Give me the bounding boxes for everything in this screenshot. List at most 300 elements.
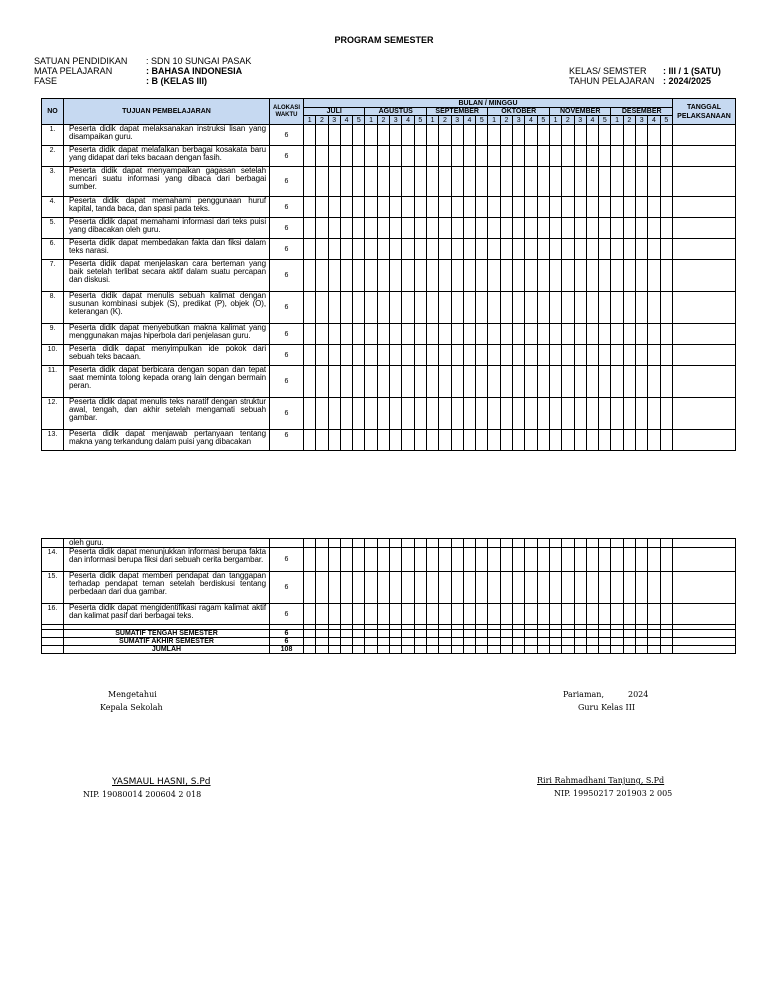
week-cell: [488, 430, 500, 451]
week-cell: [611, 646, 623, 654]
week-cell: [599, 239, 611, 260]
row-alokasi: 6: [270, 197, 304, 218]
week-cell: [513, 366, 525, 398]
week-cell: [636, 345, 648, 366]
week-cell: [488, 630, 500, 638]
tanggal-cell: [673, 260, 736, 292]
week-cell: [574, 167, 586, 197]
week-cell: [402, 125, 414, 146]
week-cell: [340, 345, 352, 366]
week-cell: [316, 146, 328, 167]
row-alokasi: 6: [270, 167, 304, 197]
week-cell: [476, 638, 488, 646]
week-cell: [488, 572, 500, 604]
week-cell: [623, 260, 635, 292]
week-cell: [426, 630, 438, 638]
week-cell: [660, 345, 672, 366]
week-cell: [463, 548, 475, 572]
week-header: 4: [525, 116, 537, 125]
week-cell: [586, 218, 598, 239]
week-cell: [599, 218, 611, 239]
week-cell: [463, 292, 475, 324]
week-cell: [426, 430, 438, 451]
tanggal-cell: [673, 167, 736, 197]
week-cell: [402, 366, 414, 398]
week-cell: [574, 197, 586, 218]
week-cell: [574, 366, 586, 398]
week-cell: [439, 366, 451, 398]
week-cell: [586, 260, 598, 292]
week-cell: [660, 125, 672, 146]
row-alokasi: 6: [270, 572, 304, 604]
week-cell: [636, 239, 648, 260]
week-cell: [377, 146, 389, 167]
week-cell: [353, 345, 365, 366]
tanggal-cell: [673, 125, 736, 146]
week-cell: [304, 398, 316, 430]
week-header: 2: [316, 116, 328, 125]
week-cell: [500, 260, 512, 292]
table-row: [42, 125, 736, 146]
week-cell: [623, 548, 635, 572]
week-cell: [488, 345, 500, 366]
tanggal-cell: [672, 638, 735, 646]
summary-label: SUMATIF TENGAH SEMESTER: [64, 630, 270, 638]
week-cell: [426, 572, 438, 604]
tanggal-cell: [672, 646, 735, 654]
week-cell: [390, 260, 402, 292]
week-cell: [365, 324, 377, 345]
meta-label: FASE: [34, 76, 58, 86]
week-cell: [513, 638, 525, 646]
week-cell: [390, 638, 402, 646]
week-cell: [390, 197, 402, 218]
week-cell: [574, 572, 586, 604]
week-cell: [377, 604, 389, 625]
week-cell: [648, 548, 660, 572]
page-title: PROGRAM SEMESTER: [334, 35, 434, 45]
week-cell: [549, 167, 561, 197]
week-cell: [636, 366, 648, 398]
week-cell: [537, 638, 549, 646]
week-cell: [636, 548, 648, 572]
row-tujuan: Peserta didik dapat menjelaskan cara berteman yang baik setelah terlibat secara aktif dalam suatu percapan dan diskusi.: [64, 260, 270, 292]
tanggal-cell: [672, 630, 735, 638]
week-cell: [390, 345, 402, 366]
week-cell: [304, 292, 316, 324]
week-header: 1: [426, 116, 438, 125]
week-cell: [537, 260, 549, 292]
week-cell: [648, 292, 660, 324]
week-cell: [451, 146, 463, 167]
week-cell: [549, 146, 561, 167]
row-tujuan: Peserta didik dapat melafalkan berbagai kosakata baru yang didapat dari teks bacaan dengan fasih.: [64, 146, 270, 167]
week-cell: [636, 146, 648, 167]
week-cell: [463, 167, 475, 197]
week-header: 1: [611, 116, 623, 125]
week-cell: [648, 398, 660, 430]
week-cell: [636, 218, 648, 239]
week-cell: [599, 167, 611, 197]
week-cell: [636, 324, 648, 345]
week-cell: [365, 539, 377, 548]
week-cell: [328, 548, 340, 572]
meta-right: [569, 66, 721, 86]
week-cell: [463, 638, 475, 646]
week-cell: [562, 239, 574, 260]
week-cell: [316, 646, 328, 654]
week-cell: [414, 638, 426, 646]
table-row: [42, 398, 736, 430]
week-header: 4: [648, 116, 660, 125]
row-alokasi: 6: [270, 548, 304, 572]
week-cell: [414, 260, 426, 292]
week-cell: [304, 548, 316, 572]
week-cell: [451, 539, 463, 548]
week-cell: [365, 638, 377, 646]
week-header: 2: [439, 116, 451, 125]
week-cell: [586, 604, 598, 625]
week-cell: [562, 218, 574, 239]
week-cell: [365, 398, 377, 430]
week-cell: [648, 366, 660, 398]
week-cell: [500, 197, 512, 218]
week-cell: [439, 572, 451, 604]
week-cell: [586, 572, 598, 604]
week-cell: [439, 604, 451, 625]
week-cell: [402, 548, 414, 572]
week-cell: [377, 398, 389, 430]
row-number: 14.: [42, 548, 64, 572]
signature-left-name: YASMAUL HASNI, S.Pd: [112, 777, 211, 787]
week-cell: [537, 539, 549, 548]
week-cell: [304, 572, 316, 604]
week-cell: [451, 218, 463, 239]
week-cell: [636, 125, 648, 146]
row-alokasi: 6: [270, 239, 304, 260]
week-cell: [463, 630, 475, 638]
week-cell: [476, 366, 488, 398]
week-cell: [390, 630, 402, 638]
week-cell: [439, 197, 451, 218]
tanggal-cell: [673, 292, 736, 324]
week-cell: [353, 539, 365, 548]
week-cell: [660, 430, 672, 451]
week-cell: [463, 260, 475, 292]
tanggal-cell: [672, 604, 735, 625]
week-cell: [599, 398, 611, 430]
week-cell: [599, 646, 611, 654]
row-tujuan: Peserta didik dapat melaksanakan instruksi lisan yang disampaikan guru.: [64, 125, 270, 146]
week-cell: [574, 260, 586, 292]
week-cell: [316, 239, 328, 260]
week-cell: [500, 638, 512, 646]
week-cell: [414, 604, 426, 625]
week-cell: [525, 345, 537, 366]
week-cell: [488, 324, 500, 345]
week-cell: [525, 638, 537, 646]
week-cell: [304, 345, 316, 366]
week-cell: [648, 646, 660, 654]
week-cell: [402, 604, 414, 625]
week-cell: [525, 630, 537, 638]
week-cell: [439, 125, 451, 146]
week-cell: [476, 260, 488, 292]
week-cell: [574, 430, 586, 451]
week-cell: [611, 146, 623, 167]
week-cell: [463, 572, 475, 604]
week-cell: [402, 430, 414, 451]
week-cell: [377, 430, 389, 451]
row-tujuan: Peserta didik dapat menjawab pertanyaan tentang makna yang terkandung dalam puisi yang dibacakan: [64, 430, 270, 451]
week-cell: [476, 398, 488, 430]
week-cell: [377, 167, 389, 197]
week-cell: [304, 646, 316, 654]
week-cell: [414, 366, 426, 398]
week-cell: [513, 260, 525, 292]
week-cell: [414, 430, 426, 451]
week-cell: [623, 572, 635, 604]
week-cell: [377, 125, 389, 146]
week-cell: [316, 260, 328, 292]
week-cell: [513, 345, 525, 366]
week-cell: [611, 292, 623, 324]
row-number: 5.: [42, 218, 64, 239]
week-cell: [304, 146, 316, 167]
week-header: 2: [377, 116, 389, 125]
week-cell: [365, 260, 377, 292]
week-cell: [451, 430, 463, 451]
week-cell: [426, 398, 438, 430]
week-cell: [414, 548, 426, 572]
week-cell: [500, 167, 512, 197]
week-cell: [648, 430, 660, 451]
week-cell: [488, 646, 500, 654]
week-cell: [611, 167, 623, 197]
week-cell: [377, 260, 389, 292]
week-cell: [463, 398, 475, 430]
week-cell: [476, 630, 488, 638]
week-cell: [439, 646, 451, 654]
week-cell: [390, 324, 402, 345]
week-cell: [574, 125, 586, 146]
week-cell: [365, 366, 377, 398]
week-cell: [525, 366, 537, 398]
week-cell: [365, 167, 377, 197]
week-cell: [537, 604, 549, 625]
week-cell: [365, 239, 377, 260]
week-cell: [476, 239, 488, 260]
tanggal-cell: [673, 366, 736, 398]
week-cell: [304, 167, 316, 197]
week-cell: [390, 604, 402, 625]
week-cell: [636, 430, 648, 451]
week-cell: [476, 430, 488, 451]
month-header: DESEMBER: [611, 108, 673, 116]
week-cell: [439, 146, 451, 167]
week-cell: [353, 125, 365, 146]
week-cell: [623, 646, 635, 654]
week-header: 5: [599, 116, 611, 125]
week-cell: [660, 146, 672, 167]
week-cell: [377, 366, 389, 398]
week-cell: [365, 572, 377, 604]
week-cell: [414, 218, 426, 239]
row-number: 11.: [42, 366, 64, 398]
week-cell: [488, 218, 500, 239]
week-cell: [353, 572, 365, 604]
week-header: 5: [660, 116, 672, 125]
week-header: 1: [365, 116, 377, 125]
week-cell: [365, 218, 377, 239]
meta-value: : 2024/2025: [663, 76, 712, 86]
week-cell: [451, 260, 463, 292]
week-cell: [426, 167, 438, 197]
table-row: [42, 146, 736, 167]
week-cell: [562, 646, 574, 654]
week-cell: [353, 630, 365, 638]
week-cell: [328, 239, 340, 260]
week-cell: [365, 125, 377, 146]
row-tujuan-continued: oleh guru.: [64, 539, 270, 548]
week-cell: [451, 572, 463, 604]
week-cell: [660, 646, 672, 654]
week-cell: [623, 430, 635, 451]
row-number: 3.: [42, 167, 64, 197]
week-cell: [549, 539, 561, 548]
week-cell: [304, 630, 316, 638]
week-cell: [476, 167, 488, 197]
week-cell: [500, 646, 512, 654]
week-cell: [500, 630, 512, 638]
week-cell: [451, 324, 463, 345]
week-cell: [304, 324, 316, 345]
week-cell: [623, 638, 635, 646]
week-cell: [451, 548, 463, 572]
week-cell: [328, 324, 340, 345]
week-cell: [476, 324, 488, 345]
week-cell: [451, 646, 463, 654]
week-cell: [500, 430, 512, 451]
week-cell: [426, 260, 438, 292]
week-cell: [353, 324, 365, 345]
week-cell: [513, 604, 525, 625]
week-cell: [426, 366, 438, 398]
week-cell: [574, 146, 586, 167]
week-cell: [451, 630, 463, 638]
week-cell: [586, 197, 598, 218]
row-tujuan: Peserta didik dapat menulis sebuah kalimat dengan susunan kombinasi subjek (S), predikat (P), objek (O), keterangan (K).: [64, 292, 270, 324]
week-cell: [500, 548, 512, 572]
week-cell: [648, 604, 660, 625]
week-cell: [328, 638, 340, 646]
week-cell: [414, 572, 426, 604]
week-cell: [537, 167, 549, 197]
week-cell: [586, 539, 598, 548]
row-tujuan: Peserta didik dapat menyimpulkan ide pokok dari sebuah teks bacaan.: [64, 345, 270, 366]
week-cell: [316, 548, 328, 572]
header-no: NO: [42, 99, 64, 125]
week-cell: [414, 292, 426, 324]
week-cell: [426, 197, 438, 218]
week-cell: [562, 260, 574, 292]
month-header: AGUSTUS: [365, 108, 426, 116]
week-cell: [623, 539, 635, 548]
week-cell: [304, 638, 316, 646]
tanggal-cell: [673, 197, 736, 218]
week-cell: [328, 345, 340, 366]
row-tujuan: Peserta didik dapat memahami penggunaan huruf kapital, tanda baca, dan spasi pada teks.: [64, 197, 270, 218]
tanggal-cell: [673, 239, 736, 260]
week-cell: [353, 430, 365, 451]
signature-right-nip: NIP. 19950217 201903 2 005: [554, 789, 673, 798]
week-cell: [648, 324, 660, 345]
week-cell: [402, 146, 414, 167]
week-cell: [562, 630, 574, 638]
week-cell: [476, 197, 488, 218]
week-cell: [463, 430, 475, 451]
week-cell: [525, 548, 537, 572]
row-number: 4.: [42, 197, 64, 218]
row-number: 2.: [42, 146, 64, 167]
week-cell: [488, 604, 500, 625]
week-cell: [513, 630, 525, 638]
week-cell: [390, 366, 402, 398]
week-cell: [525, 398, 537, 430]
signature-left-line2: Kepala Sekolah: [100, 703, 163, 712]
week-cell: [611, 125, 623, 146]
week-cell: [463, 239, 475, 260]
row-alokasi: 6: [270, 345, 304, 366]
week-cell: [525, 324, 537, 345]
week-cell: [513, 572, 525, 604]
week-cell: [623, 218, 635, 239]
meta-label: MATA PELAJARAN: [34, 66, 113, 76]
week-cell: [611, 324, 623, 345]
week-cell: [414, 239, 426, 260]
week-cell: [353, 366, 365, 398]
week-cell: [328, 572, 340, 604]
week-cell: [377, 197, 389, 218]
row-number: 15.: [42, 572, 64, 604]
week-cell: [525, 218, 537, 239]
week-cell: [426, 345, 438, 366]
week-cell: [377, 539, 389, 548]
week-cell: [463, 646, 475, 654]
week-cell: [636, 260, 648, 292]
row-number: 12.: [42, 398, 64, 430]
week-cell: [304, 430, 316, 451]
week-cell: [636, 167, 648, 197]
week-cell: [562, 398, 574, 430]
week-cell: [390, 398, 402, 430]
signature-left-nip: NIP. 19080014 200604 2 018: [83, 790, 202, 799]
week-cell: [537, 398, 549, 430]
week-cell: [623, 630, 635, 638]
week-cell: [623, 167, 635, 197]
week-header: 4: [586, 116, 598, 125]
program-table-page1: [41, 98, 736, 451]
week-cell: [488, 167, 500, 197]
summary-row: [42, 630, 736, 638]
week-cell: [525, 260, 537, 292]
week-cell: [549, 345, 561, 366]
week-cell: [414, 345, 426, 366]
week-cell: [500, 218, 512, 239]
week-cell: [611, 638, 623, 646]
week-cell: [537, 548, 549, 572]
week-cell: [365, 146, 377, 167]
